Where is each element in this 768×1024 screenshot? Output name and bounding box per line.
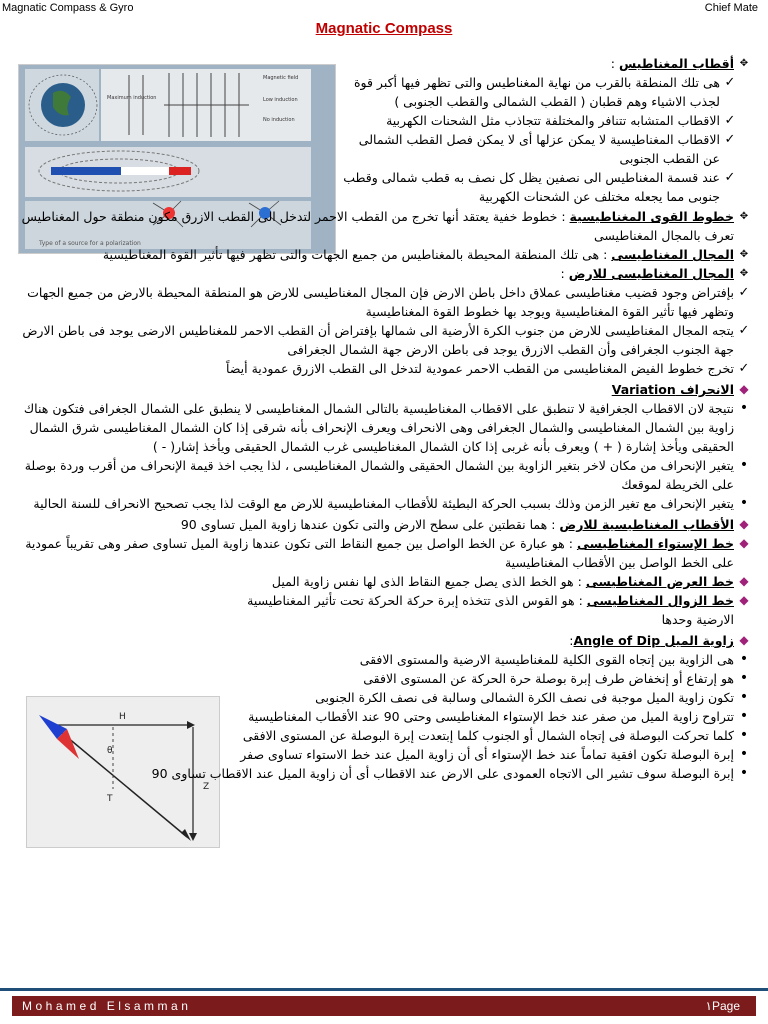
list-item: • إبرة البوصلة سوف تشير الى الاتجاه العمودى على الارض عند الاقطاب أى أن زاوية الميل عند الاقطاب تساوى 90 xyxy=(8,764,754,783)
diamond-bullet-icon: ◆ xyxy=(739,536,749,550)
list-item: • يتغير الإنحراف من مكان لاخر بتغير الزاوية بين الشمال الحقيقى والشمال المغناطيسى ، لذا يجب اخذ قيمة الإنحراف من أقرب وردة بوصلة على الخريطة لموقعك xyxy=(8,456,754,494)
check-icon: ✓ xyxy=(724,113,736,128)
dot-bullet-icon: • xyxy=(739,689,749,705)
dot-bullet-icon: • xyxy=(739,670,749,686)
section-magnetic-latitude: ◆ خط العرض المغناطيسى : هو الخط الذى يصل جميع النقاط الذى لها نفس زاوية الميل xyxy=(220,572,754,591)
section-magnet-poles: ✥ أقطاب المغناطيس : xyxy=(8,54,754,73)
list-item: • تتراوح زاوية الميل من صفر عند خط الإستواء المغناطيسى وحتى 90 عند الأقطاب المغناطيسية xyxy=(8,707,754,726)
list-item: • كلما تحركت البوصلة فى إتجاه الشمال أو الجنوب كلما إبتعدت إبرة البوصلة عن المستوى الافقى xyxy=(8,726,754,745)
list-item: • تكون زاوية الميل موجبة فى نصف الكرة الشمالى وسالبة فى نصف الكرة الجنوبى xyxy=(8,688,754,707)
section-magnetic-field: ✥ المجال المغناطيسى : هى تلك المنطقة المحيطة بالمغناطيس من جميع الجهات والتى تظهر فيها تأثير القوة المغناطيسية xyxy=(8,245,754,264)
fig2-label-z: Z xyxy=(203,782,210,792)
diamond-bullet-icon: ◆ xyxy=(739,593,749,607)
list-item: ✓ يتجه المجال المغناطيسى للارض من جنوب الكرة الأرضية الى شمالها بإفتراض أن القطب الاحمر للمغناطيس الارضى يوجد فى باطن الارض جهة الجنوب الجغرافى وأن القطب الازرق يوجد فى باطن الارض جهة الشمال الجغرافى xyxy=(8,321,754,359)
star-bullet-icon: ✥ xyxy=(739,249,749,260)
magnet-poles-list xyxy=(340,73,740,206)
list-item: ✓ الاقطاب المتشابه تتنافر والمختلفة تتجاذب مثل الشحنات الكهربية xyxy=(340,111,740,130)
variation-list xyxy=(8,399,754,513)
diamond-bullet-icon: ◆ xyxy=(739,574,749,588)
dot-bullet-icon: • xyxy=(739,727,749,743)
list-item: • هى الزاوية بين إتجاه القوى الكلية للمغناطيسية الارضية والمستوى الافقى xyxy=(220,650,754,669)
fig2-label-theta: θ xyxy=(107,746,113,756)
list-item: ✓ الاقطاب المغناطيسية لا يمكن عزلها أى لا يمكن فصل القطب الشمالى عن القطب الجنوبى xyxy=(340,130,740,168)
document-body xyxy=(8,54,754,783)
dot-bullet-icon: • xyxy=(739,457,749,473)
fig1-label-magnetic-field: Magnetic field xyxy=(263,75,299,81)
section-field-lines: ✥ خطوط القوى المغناطيسية : خطوط خفية يعتقد أنها تخرج من القطب الاحمر لتدخل الى القطب الازرق مكون منطقة حول المغناطيس تعرف بالمجال المغناطيسى xyxy=(8,207,754,245)
angle-of-dip-list-top xyxy=(220,650,754,688)
section-angle-of-dip: ◆ زاوية الميل Angle of Dip: xyxy=(220,631,754,650)
diamond-bullet-icon: ◆ xyxy=(739,382,749,396)
list-item: • نتيجة لان الاقطاب الجغرافية لا تنطبق على الاقطاب المغناطيسية بالتالى الشمال المغناطيسى لا ينطبق على الشمال الجغرافى فتكون هناك زاوية بين الشمال المغناطيسى والشمال الجغرافى وهى الانحراف ويعرف الإنحراف بأنه شرقى إذا كان الشمال المغناطيسى شرق الشمال الحقيقى ويأخذ إشارة ( + ) ويعرف بأنه غربى إذا كان الشمال المغناطيسى غرب الشمال الحقيقى ويأخذ إشار( - ) xyxy=(8,399,754,456)
list-item: • إبرة البوصلة تكون افقية تماماً عند خط الإستواء أى أن زاوية الميل عند خط الاستواء تساوى صفر xyxy=(8,745,754,764)
list-item: • يتغير الإنحراف مع تغير الزمن وذلك بسبب الحركة البطيئة للأقطاب المغناطيسية للارض مع الوقت لذا يجب تصحيح الانحراف للسنة الحالية xyxy=(8,494,754,513)
fig2-label-h: H xyxy=(119,712,126,722)
fig2-label-t: T xyxy=(107,794,113,804)
dot-bullet-icon: • xyxy=(739,651,749,667)
list-item: ✓ هى تلك المنطقة بالقرب من نهاية المغناطيس والتى تظهر فيها أكبر قوة لجذب الاشياء وهم قطبان ( القطب الشمالى والقطب الجنوبى ) xyxy=(340,73,740,111)
dot-bullet-icon: • xyxy=(739,495,749,511)
list-item: ✓ عند قسمة المغناطيس الى نصفين يظل كل نصف به قطب شمالى وقطب جنوبى مما يجعله مختلف عن الشحنات الكهربية xyxy=(340,168,740,206)
fig1-label-induction: Maximum induction xyxy=(107,95,157,101)
footer-bar xyxy=(12,996,756,1016)
section-earth-field: ✥ المجال المغناطيسى للارض : xyxy=(8,264,754,283)
dot-bullet-icon: • xyxy=(739,400,749,416)
star-bullet-icon: ✥ xyxy=(739,268,749,279)
dot-bullet-icon: • xyxy=(739,708,749,724)
fig1-caption: Type of a source for a polarization xyxy=(39,240,141,247)
section-earth-magnetic-poles: ◆ الأقطاب المغناطيسية للارض : هما نقطتين على سطح الارض والتى تكون عندها زاوية الميل تساوى 90 xyxy=(8,515,754,534)
header-left: Magnatic Compass & Gyro xyxy=(2,2,134,14)
star-bullet-icon: ✥ xyxy=(739,58,749,69)
section-variation: ◆ الانحراف Variation xyxy=(8,380,754,399)
fig1-label-low: Low induction xyxy=(263,97,298,103)
page-number: ١Page xyxy=(705,999,740,1013)
footer-rule xyxy=(0,988,768,991)
check-icon: ✓ xyxy=(724,75,736,90)
check-icon: ✓ xyxy=(738,323,750,338)
dot-bullet-icon: • xyxy=(739,765,749,781)
diamond-bullet-icon: ◆ xyxy=(739,517,749,531)
angle-of-dip-list xyxy=(8,688,754,783)
dot-bullet-icon: • xyxy=(739,746,749,762)
author-name: Mohamed Elsamman xyxy=(22,999,192,1013)
list-item: ✓ بإفتراض وجود قضيب مغناطيسى عملاق داخل باطن الارض فإن المجال المغناطيسى للارض هو المنطقة المحيطة بالارض من جميع الجهات وتظهر فيها تأثير القوة المغناطيسية ويوجد بها خطوط القوة المغناطيسية xyxy=(8,283,754,321)
list-item: ✓ تخرج خطوط الفيض المغناطيسى من القطب الاحمر عمودية لتدخل الى القطب الازرق عمودية أيضاً xyxy=(8,359,754,378)
check-icon: ✓ xyxy=(738,285,750,300)
header-right: Chief Mate xyxy=(704,2,758,14)
fig1-label-no: No induction xyxy=(263,117,295,123)
list-item: • هو إرتفاع أو إنخفاض طرف إبرة بوصلة حرة الحركة عن المستوى الافقى xyxy=(220,669,754,688)
section-magnetic-meridian: ◆ خط الزوال المغناطيسى : هو القوس الذى تتخذه إبرة حركة الحركة تحت تأثير المغناطيسية الارضية وحدها xyxy=(220,591,754,629)
earth-field-list xyxy=(8,283,754,378)
star-bullet-icon: ✥ xyxy=(739,211,749,222)
check-icon: ✓ xyxy=(738,361,750,376)
section-magnetic-equator: ◆ خط الإستواء المغناطيسى : هو عبارة عن الخط الواصل بين جميع النقاط التى تكون عندها زاوية الميل تساوى صفر وهى تقريباً عمودية على الخط الواصل بين الأقطاب المغناطيسية xyxy=(8,534,754,572)
page-title: Magnatic Compass xyxy=(315,20,453,37)
check-icon: ✓ xyxy=(724,170,736,185)
diamond-bullet-icon: ◆ xyxy=(739,633,749,647)
right-column-block xyxy=(220,572,754,688)
check-icon: ✓ xyxy=(724,132,736,147)
